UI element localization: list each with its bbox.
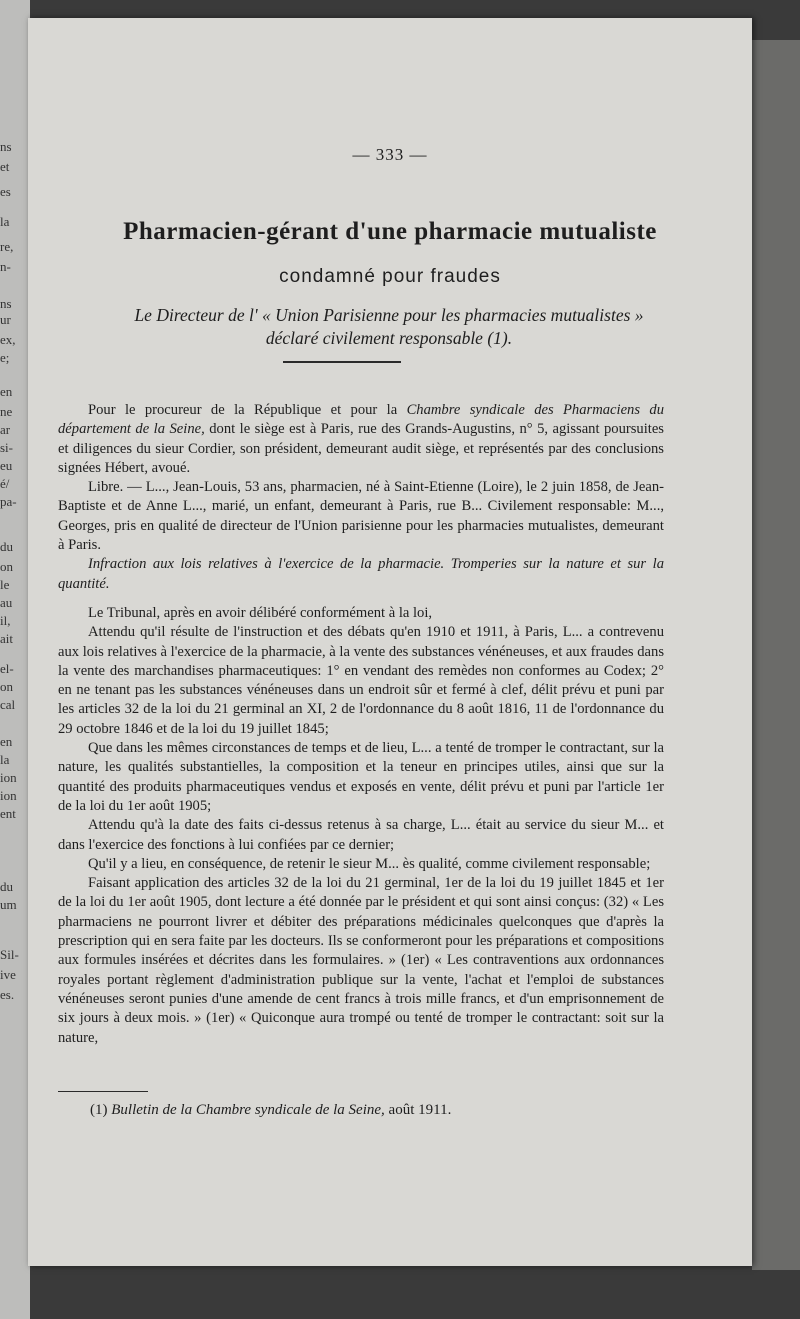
prev-page-fragment: ur [0,312,11,327]
prev-page-fragment: ar [0,422,11,437]
prev-page-fragment: es. [0,987,15,1002]
prev-page-fragment: au [0,595,13,610]
prev-page-fragment: le [0,577,10,592]
prev-page-fragment: en [0,734,13,749]
footnote-rule [58,1091,148,1092]
prev-page-fragment: ion [0,788,17,803]
article-deck [44,304,734,350]
judgment-paragraph: Que dans les mêmes circonstances de temps et de lieu, L... a tenté de tromper le contractant, sur la nature, les qualités substantielles, la composition et la teneur en principes utiles, ainsi que sur la quantité des produits pharmaceutiques vendus et exposés en vente, délit prévu et puni par l'article 1er de la loi du 1er août 1905; [58,740,664,814]
prev-page-fragment: on [0,679,13,694]
prev-page-fragment: eu [0,458,13,473]
prev-page-fragment: ion [0,770,17,785]
prev-page-fragment: du [0,879,13,894]
judgment-paragraph: Qu'il y a lieu, en conséquence, de retenir le sieur M... ès qualité, comme civilement responsable; [88,855,651,872]
defendant-paragraph: Libre. — L..., Jean-Louis, 53 ans, pharmacien, né à Saint-Etienne (Loire), le 2 juin 1858, de Jean-Baptiste et de Anne L..., marié, un enfant, demeurant à Paris, rue B... Civilement responsable: M..., Georges, pris en qualité de directeur de l'Union parisienne pour les pharmacies mutualistes, demeurant à Paris. [58,479,664,554]
prev-page-fragment: la [0,214,10,229]
document-page [28,18,752,1266]
prev-page-fragment: en [0,384,13,399]
judgment-paragraph: Attendu qu'il résulte de l'instruction et des débats qu'en 1910 et 1911, à Paris, L... a contrevenu aux lois relatives à l'exercice de la pharmacie, à la vente des substances vénéneuses, et aux fraudes dans la vente des marchandises pharmaceutiques: 1° en vendant des remèdes non conformes au Codex; 2° en ne tenant pas les substances vénéneuses dans un endroit sûr et fermé à clef, délit prévu et puni par les articles 32 de la loi du 21 germinal an XI, 2 de l'ordonnance du 8 août 1816, 11 de l'ordonnance du 29 octobre 1846 et de la loi du 19 juillet 1845; [58,624,664,737]
judgment-paragraph: Attendu qu'à la date des faits ci-dessus retenus à sa charge, L... était au service du sieur M... et dans l'exercice des fonctions à lui confiées par ce dernier; [58,817,664,853]
title-rule [283,361,401,363]
prev-page-fragment: ait [0,631,13,646]
prev-page-fragment: ex, [0,332,16,347]
footnote: (1) Bulletin de la Chambre syndicale de la Seine, août 1911. [90,1102,452,1118]
previous-page-margin [0,0,30,1319]
article-title: Pharmacien-gérant d'une pharmacie mutualiste [123,218,657,245]
prev-page-fragment: um [0,897,17,912]
prev-page-fragment: la [0,752,10,767]
page-edge [752,40,800,1270]
prev-page-fragment: ns [0,296,12,311]
prev-page-fragment: on [0,559,13,574]
article-body [58,401,664,1048]
prev-page-fragment: n- [0,259,11,274]
prev-page-fragment: re, [0,239,14,254]
deck-line-2: déclaré civilement responsable (1). [265,328,513,348]
prev-page-fragment: il, [0,613,11,628]
prev-page-fragment: el- [0,661,14,676]
offence-paragraph: Infraction aux lois relatives à l'exercice de la pharmacie. Tromperies sur la nature et sur la quantité. [58,556,664,592]
prev-page-fragment: du [0,539,13,554]
prev-page-fragment: si- [0,440,13,455]
prev-page-fragment: é/ [0,476,10,491]
prev-page-fragment: es [0,184,11,199]
intro-paragraph: Pour le procureur de la République et pour la Chambre syndicale des Pharmaciens du département de la Seine, dont le siège est à Paris, rue des Grands-Augustins, n° 5, agissant poursuites et diligences du sieur Cordier, son président, demeurant audit siège, et représentés par des conclusions signées Hébert, avoué. [58,402,664,476]
prev-page-fragment: ns [0,139,12,154]
judgment-paragraph: Faisant application des articles 32 de la loi du 21 germinal, 1er de la loi du 19 juillet 1845 et 1er de la loi du 1er août 1905, dont lecture a été donnée par le président et qui sont ainsi conçus: (32) « Les pharmaciens ne pourront livrer et débiter des préparations médicinales quelconques que d'après la prescription qui en sera faite par les docteurs. Ils se conformeront pour les préparations et compositions aux formules insérées et décrites dans les formulaires. » (1er) « Les contraventions aux ordonnances royales portant règlement d'administration publique sur la vente, l'achat et l'emploi de substances vénéneuses seront punies d'une amende de cent francs à trois mille francs, et d'un emprisonnement de six jours à deux mois. » (1er) « Quiconque aura trompé ou tenté de tromper le contractant: soit sur la nature, [58,875,664,1046]
page-number: — 333 — [352,145,428,164]
prev-page-fragment: pa- [0,494,17,509]
prev-page-fragment: ent [0,806,16,821]
prev-page-fragment: e; [0,350,10,365]
judgment-paragraph: Le Tribunal, après en avoir délibéré conformément à la loi, [88,604,433,621]
prev-page-fragment: ne [0,404,13,419]
prev-page-fragment: et [0,159,10,174]
article-subtitle: condamné pour fraudes [279,266,501,287]
prev-page-fragment: Sil- [0,947,19,962]
deck-line-1: Le Directeur de l' « Union Parisienne pour les pharmacies mutualistes » [134,305,644,325]
prev-page-fragment: cal [0,697,16,712]
prev-page-fragment: ive [0,967,16,982]
